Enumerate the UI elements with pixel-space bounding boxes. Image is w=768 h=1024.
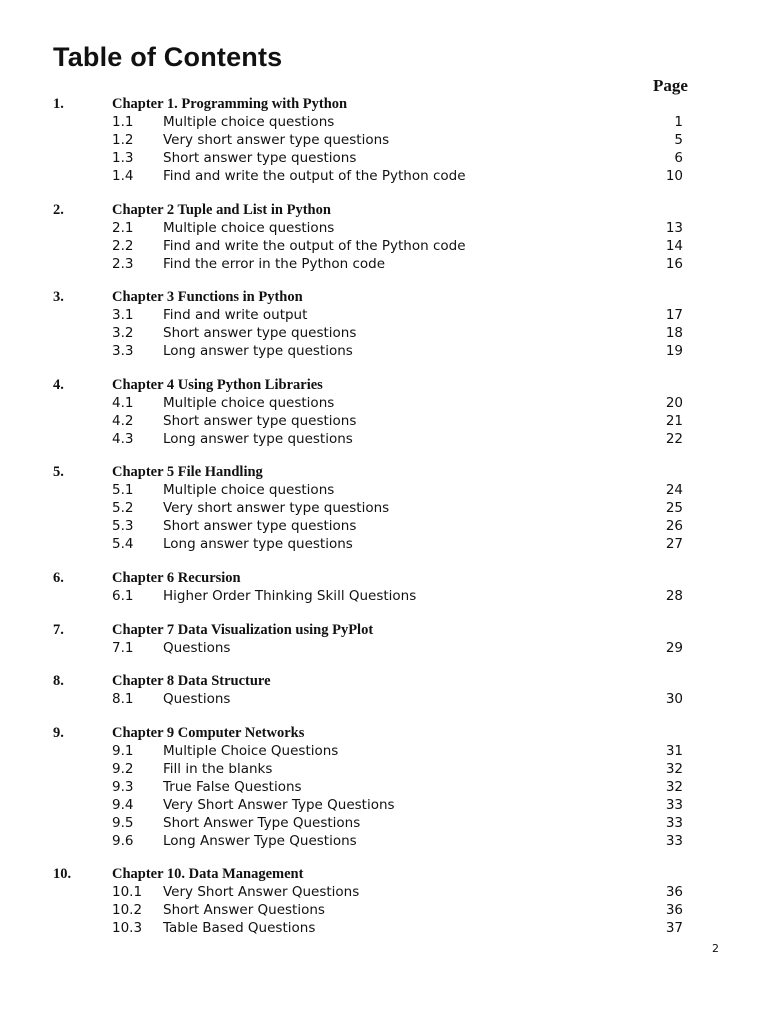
section-page-number: 32 [665,778,683,795]
section-page-number: 33 [665,832,683,849]
section-number: 9.6 [112,832,134,849]
toc-section-row [0,342,768,360]
section-page-number: 27 [665,536,683,553]
section-number: 7.1 [112,639,134,656]
section-title: Very Short Answer Type Questions [163,796,395,813]
toc-chapter [0,463,768,553]
section-number: 4.2 [112,412,134,429]
toc-section-row [0,237,768,255]
section-number: 5.2 [112,500,134,517]
section-number: 10.2 [112,902,143,919]
section-number: 4.3 [112,430,134,447]
chapter-heading [0,463,768,481]
section-page-number: 18 [665,325,683,342]
section-title: Short answer type questions [163,518,357,535]
toc-chapter [0,201,768,273]
section-number: 5.4 [112,536,134,553]
chapter-title: Chapter 2 Tuple and List in Python [112,201,331,218]
chapter-heading [0,288,768,306]
chapter-heading [0,672,768,690]
toc-section-row [0,255,768,273]
section-number: 3.1 [112,307,134,324]
page-number: 2 [712,942,719,955]
section-number: 3.2 [112,325,134,342]
chapter-title: Chapter 10. Data Management [112,866,304,883]
section-title: True False Questions [163,778,302,795]
section-page-number: 10 [665,168,683,184]
toc-chapter [0,672,768,708]
chapter-number: 1. [53,96,64,112]
chapter-number: 7. [53,621,64,638]
chapter-title: Chapter 1. Programming with Python [112,96,348,112]
toc-section-row [0,814,768,832]
page-column-header: Page [653,76,688,95]
section-number: 6.1 [112,587,134,604]
section-page-number: 20 [665,394,683,411]
section-title: Short Answer Type Questions [163,814,361,831]
section-title: Very short answer type questions [163,132,390,148]
chapter-number: 6. [53,569,64,586]
toc-section-row [0,796,768,814]
section-page-number: 30 [665,691,683,708]
chapter-number: 8. [53,673,64,690]
section-title: Long Answer Type Questions [163,832,357,849]
toc-section-row [0,883,768,901]
section-title: Multiple choice questions [163,394,335,411]
toc-chapter [0,724,768,850]
chapter-heading [0,865,768,883]
chapter-number: 4. [53,376,64,393]
section-number: 3.3 [112,343,134,360]
toc-chapter [0,621,768,657]
toc-chapter [0,376,768,448]
toc-section-row [0,742,768,760]
section-page-number: 24 [665,482,683,499]
table-of-contents [0,95,768,953]
section-page-number: 29 [665,639,683,656]
section-title: Long answer type questions [163,343,353,360]
section-number: 9.5 [112,814,134,831]
section-page-number: 32 [665,760,683,777]
chapter-title: Chapter 6 Recursion [112,569,241,586]
chapter-heading [0,201,768,219]
section-page-number: 37 [665,920,683,937]
chapter-number: 9. [53,724,64,741]
section-number: 8.1 [112,691,134,708]
section-page-number: 19 [665,343,683,360]
section-title: Multiple choice questions [163,114,335,130]
toc-section-row [0,131,768,149]
section-number: 1.4 [112,168,134,184]
chapter-title: Chapter 3 Functions in Python [112,289,303,306]
section-title: Find and write the output of the Python code [163,168,466,184]
chapter-number: 3. [53,289,64,306]
toc-section-row [0,113,768,131]
section-number: 5.1 [112,482,134,499]
section-page-number: 28 [665,587,683,604]
toc-chapter [0,95,768,185]
section-title: Long answer type questions [163,430,353,447]
toc-section-row [0,394,768,412]
section-page-number: 33 [665,796,683,813]
toc-section-row [0,760,768,778]
section-number: 9.2 [112,760,134,777]
section-page-number: 1 [674,114,683,130]
chapter-title: Chapter 9 Computer Networks [112,724,305,741]
section-title: Multiple choice questions [163,219,335,236]
toc-section-row [0,481,768,499]
toc-section-row [0,324,768,342]
section-number: 2.3 [112,255,134,272]
toc-chapter [0,569,768,605]
section-number: 4.1 [112,394,134,411]
section-page-number: 5 [674,132,683,148]
chapter-title: Chapter 8 Data Structure [112,673,271,690]
section-number: 9.3 [112,778,134,795]
toc-section-row [0,832,768,850]
section-number: 10.3 [112,920,143,937]
chapter-number: 2. [53,201,64,218]
section-title: Table Based Questions [163,920,316,937]
section-page-number: 36 [665,884,683,901]
section-title: Short Answer Questions [163,902,325,919]
section-title: Find and write output [163,307,308,324]
toc-section-row [0,901,768,919]
section-number: 10.1 [112,884,143,901]
toc-section-row [0,919,768,937]
chapter-heading [0,376,768,394]
toc-section-row [0,639,768,657]
section-title: Multiple choice questions [163,482,335,499]
toc-chapter [0,288,768,360]
section-title: Find the error in the Python code [163,255,386,272]
section-number: 1.2 [112,132,134,148]
section-page-number: 31 [665,742,683,759]
section-number: 5.3 [112,518,134,535]
toc-section-row [0,430,768,448]
toc-section-row [0,167,768,185]
section-page-number: 25 [665,500,683,517]
section-title: Questions [163,639,231,656]
chapter-heading [0,569,768,587]
section-title: Short answer type questions [163,325,357,342]
toc-section-row [0,219,768,237]
section-page-number: 21 [665,412,683,429]
section-title: Short answer type questions [163,412,357,429]
toc-section-row [0,412,768,430]
section-page-number: 16 [665,255,683,272]
toc-section-row [0,587,768,605]
section-page-number: 6 [674,150,683,166]
section-number: 1.3 [112,150,134,166]
section-number: 1.1 [112,114,134,130]
chapter-title: Chapter 5 File Handling [112,464,263,481]
chapter-heading [0,95,768,113]
toc-section-row [0,149,768,167]
section-page-number: 33 [665,814,683,831]
toc-chapter [0,865,768,937]
section-page-number: 14 [665,237,683,254]
toc-section-row [0,778,768,796]
section-title: Higher Order Thinking Skill Questions [163,587,417,604]
section-number: 9.1 [112,742,134,759]
toc-section-row [0,535,768,553]
chapter-title: Chapter 4 Using Python Libraries [112,376,323,393]
section-title: Very short answer type questions [163,500,390,517]
chapter-number: 10. [53,866,72,883]
section-title: Long answer type questions [163,536,353,553]
chapter-heading [0,724,768,742]
page-title: Table of Contents [53,42,283,72]
section-page-number: 26 [665,518,683,535]
section-title: Short answer type questions [163,150,357,166]
section-page-number: 22 [665,430,683,447]
section-title: Questions [163,691,231,708]
section-page-number: 17 [665,307,683,324]
toc-section-row [0,517,768,535]
section-page-number: 36 [665,902,683,919]
section-number: 9.4 [112,796,134,813]
toc-section-row [0,499,768,517]
section-title: Fill in the blanks [163,760,273,777]
chapter-number: 5. [53,464,64,481]
section-page-number: 13 [665,219,683,236]
toc-section-row [0,690,768,708]
section-number: 2.2 [112,237,134,254]
section-number: 2.1 [112,219,134,236]
section-title: Multiple Choice Questions [163,742,339,759]
chapter-heading [0,621,768,639]
chapter-title: Chapter 7 Data Visualization using PyPlot [112,621,374,638]
section-title: Very Short Answer Questions [163,884,360,901]
section-title: Find and write the output of the Python code [163,237,466,254]
toc-section-row [0,306,768,324]
